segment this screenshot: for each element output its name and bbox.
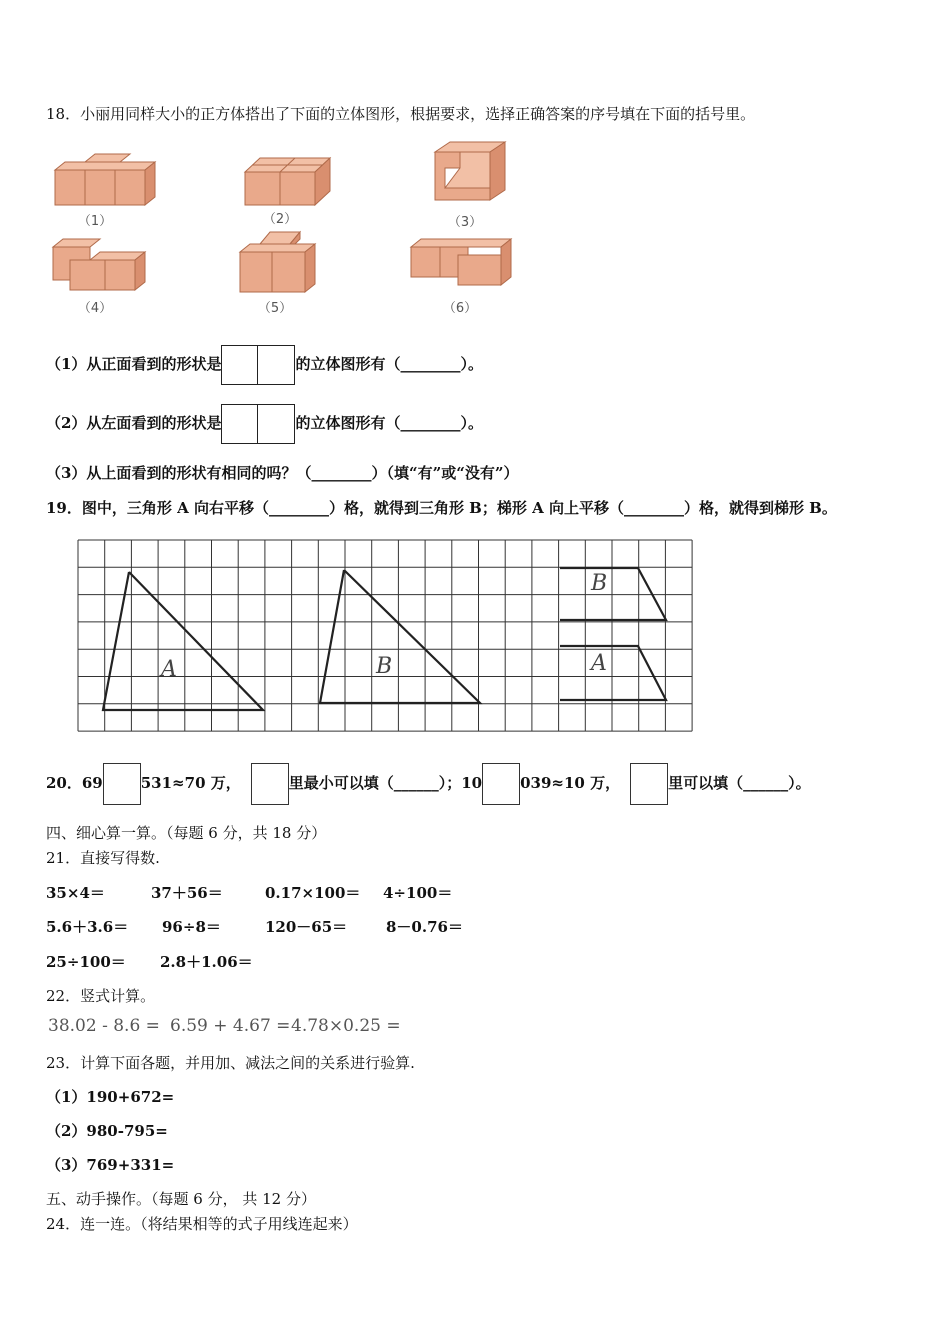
q19-text: 19．图中，三角形 A 向右平移（________）格，就得到三角形 B；梯形 A 向上平移（________）格，就得到梯形 B。 (46, 499, 837, 517)
trapezoid-a-label: A (591, 651, 607, 676)
q21-item: 25÷100＝ (46, 953, 126, 971)
q20-part-c: 里最小可以填（______）；10 (288, 774, 483, 792)
q21-item: 37＋56＝ (151, 884, 223, 902)
caption-1: （1） (77, 214, 113, 229)
q18-part1 (46, 344, 483, 385)
answer-box[interactable] (103, 763, 141, 805)
q24-title: 24．连一连。（将结果相等的式子用线连起来） (46, 1215, 358, 1233)
q23-title: 23．计算下面各题，并用加、减法之间的关系进行验算. (46, 1054, 415, 1072)
q21-title: 21．直接写得数. (46, 849, 160, 867)
triangle-b-label: B (376, 654, 393, 679)
q22-item: 6.59 + 4.67 = (170, 1016, 291, 1036)
q18-part2 (46, 403, 483, 444)
q23-item: （1）190+672= (46, 1088, 175, 1106)
q23-item: （3）769+331= (46, 1156, 175, 1174)
caption-5: （5） (257, 301, 293, 316)
q18-part3: （3）从上面看到的形状有相同的吗？（________）（填“有”或“没有”） (46, 464, 519, 482)
q18-part2-prefix: （2）从左面看到的形状是 (46, 414, 222, 432)
q20-text (46, 763, 811, 805)
trapezoid-b-label: B (591, 571, 608, 596)
cube-figure-4 (50, 235, 150, 295)
caption-6: （6） (442, 301, 478, 316)
q20-part-d: 039≈10 万， (520, 774, 621, 792)
q18-part1-prefix: （1）从正面看到的形状是 (46, 355, 222, 373)
answer-box[interactable] (482, 763, 520, 805)
q22-item: 38.02 - 8.6 = (48, 1016, 160, 1036)
translation-grid (76, 538, 700, 734)
answer-box[interactable] (630, 763, 668, 805)
cube-figure-5 (235, 227, 325, 297)
answer-box[interactable] (251, 763, 289, 805)
section-5-heading: 五、动手操作。（每题 6 分， 共 12 分） (46, 1190, 316, 1208)
two-square-shape (221, 404, 295, 444)
cube-figure-1 (50, 150, 160, 210)
q23-item: （2）980-795= (46, 1122, 168, 1140)
q21-item: 35×4＝ (46, 884, 105, 902)
caption-4: （4） (77, 301, 113, 316)
q20-part-a: 20．69 (46, 774, 103, 792)
cube-figure-2 (240, 150, 340, 210)
q20-part-e: 里可以填（______）。 (668, 774, 811, 792)
q18-title: 18．小丽用同样大小的正方体搭出了下面的立体图形，根据要求，选择正确答案的序号填在下面的括号里。 (46, 105, 756, 123)
q21-item: 120－65＝ (265, 918, 348, 936)
q21-item: 0.17×100＝ (265, 884, 361, 902)
q20-part-b: 531≈70 万， (140, 774, 241, 792)
q21-item: 2.8＋1.06＝ (160, 953, 253, 971)
cube-figure-6 (408, 235, 523, 295)
cube-figures (40, 135, 560, 325)
cube-figure-3 (430, 140, 520, 210)
q21-item: 96÷8＝ (162, 918, 221, 936)
q18-part1-suffix: 的立体图形有（________）。 (295, 355, 483, 373)
q21-item: 8－0.76＝ (386, 918, 463, 936)
q21-item: 5.6＋3.6＝ (46, 918, 129, 936)
q18-part2-suffix: 的立体图形有（________）。 (295, 414, 483, 432)
triangle-a-label: A (161, 657, 177, 682)
q22-item: 4.78×0.25 = (291, 1016, 401, 1036)
q22-title: 22．竖式计算。 (46, 987, 156, 1005)
caption-3: （3） (447, 215, 483, 230)
caption-2: （2） (262, 212, 298, 227)
q21-item: 4÷100＝ (383, 884, 453, 902)
section-4-heading: 四、细心算一算。（每题 6 分，共 18 分） (46, 824, 327, 842)
two-square-shape (221, 345, 295, 385)
